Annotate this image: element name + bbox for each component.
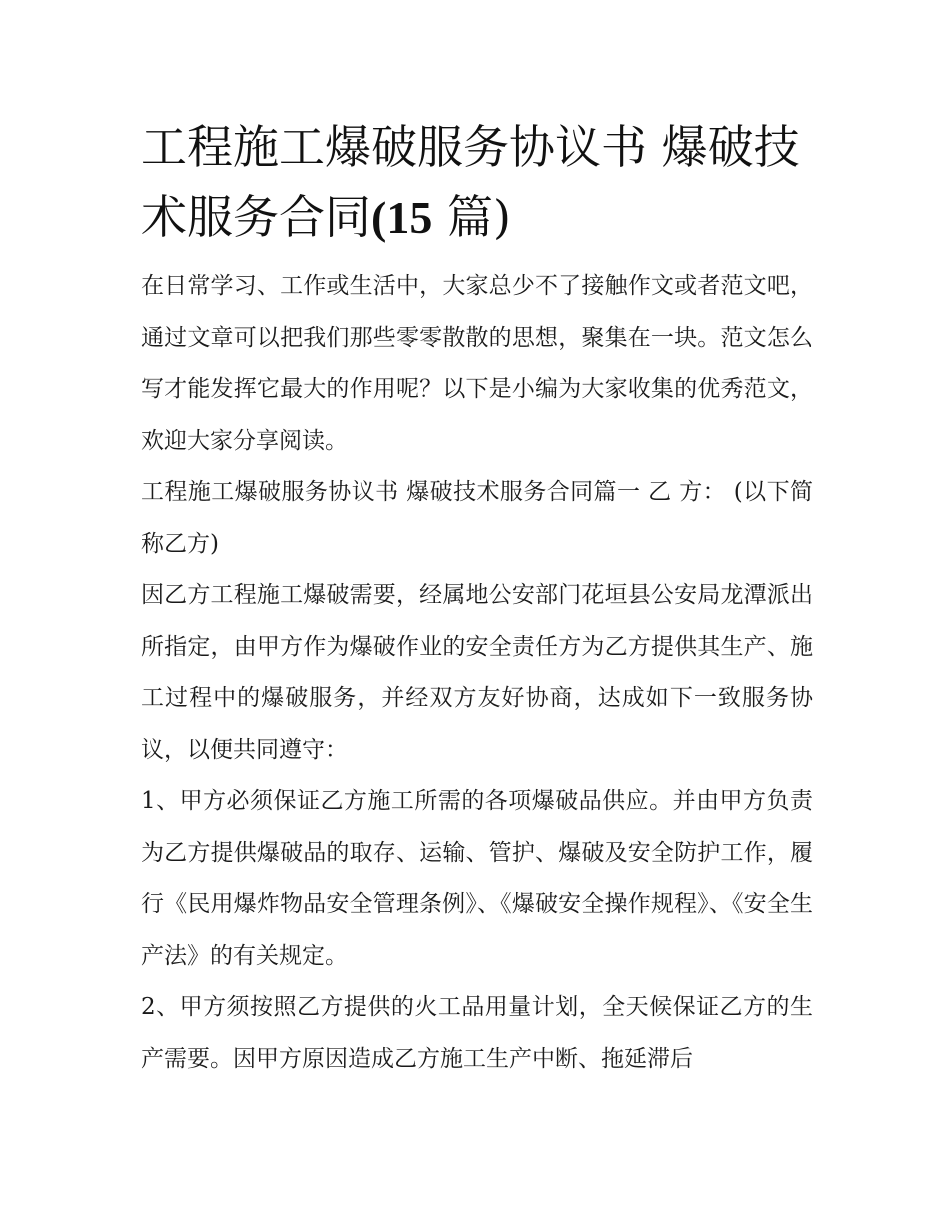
paragraph-clause-2: 2、甲方须按照乙方提供的火工品用量计划，全天候保证乙方的生产需要。因甲方原因造成乙方施工生产中断、拖延滞后 — [141, 994, 813, 1072]
paragraph-background: 因乙方工程施工爆破需要，经属地公安部门花垣县公安局龙潭派出所指定，由甲方作为爆破作业的安全责任方为乙方提供其生产、施工过程中的爆破服务，并经双方友好协商，达成如下一致服务协议，以便共同遵守： — [141, 582, 813, 763]
title-main: 工程施工爆破服务协议书 爆破技术服务合同 — [141, 120, 800, 244]
document-title — [141, 112, 813, 253]
title-count: 15 — [386, 192, 433, 243]
title-tail: 篇) — [432, 190, 511, 244]
paragraph-clause-1: 1、甲方必须保证乙方施工所需的各项爆破品供应。并由甲方负责为乙方提供爆破品的取存、运输、管护、爆破及安全防护工作，履行《民用爆炸物品安全管理条例》、《爆破安全操作规程》、《安全生产法》的有关规定。 — [141, 788, 813, 969]
title-paren-open: ( — [371, 192, 387, 243]
document-content — [141, 112, 813, 1085]
paragraph-intro: 在日常学习、工作或生活中，大家总少不了接触作文或者范文吧，通过文章可以把我们那些零零散散的思想，聚集在一块。范文怎么写才能发挥它最大的作用呢？以下是小编为大家收集的优秀范文，欢迎大家分享阅读。 — [141, 273, 813, 454]
paragraph-section-heading: 工程施工爆破服务协议书 爆破技术服务合同篇一 乙 方： (以下简称乙方) — [141, 479, 813, 557]
